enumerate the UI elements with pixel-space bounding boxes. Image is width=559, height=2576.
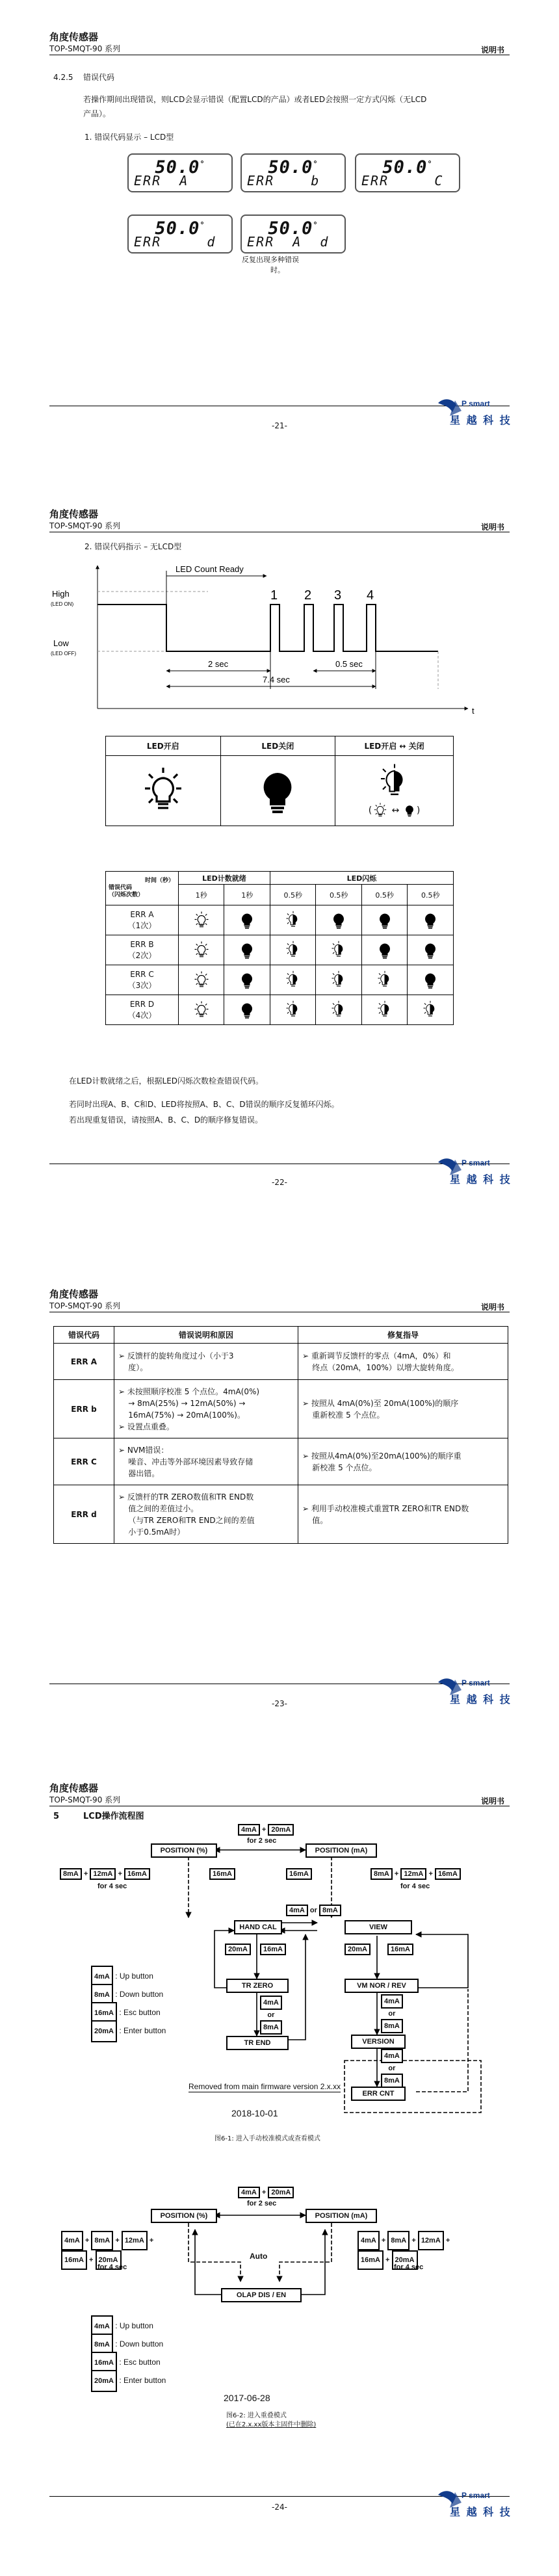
cause-line: 器出错。 — [128, 1468, 160, 1478]
led-state-legend: LED开启 LED关闭 LED开启 ↔ 关闭 ( ↔ ) — [105, 736, 454, 826]
tr-end-state[interactable]: TR END — [226, 2036, 289, 2050]
bulb-off-icon — [375, 911, 395, 930]
timing-diagram — [46, 559, 474, 722]
svg-text:2: 2 — [304, 588, 312, 603]
doc-type: 说明书 — [480, 1797, 504, 1806]
cause-line: → 8mA(25%) → 12mA(50%) → — [128, 1398, 246, 1408]
svg-text:(LED ON): (LED ON) — [51, 601, 74, 607]
bulb-on-icon — [192, 911, 211, 930]
svg-text:7.4 sec: 7.4 sec — [263, 675, 290, 684]
section-title: 错误代码 — [83, 73, 115, 82]
svg-text:0.5 sec: 0.5 sec — [335, 659, 363, 669]
intro-line-2: 产品）。 — [83, 109, 111, 118]
blink-col-header: 0.5秒 — [361, 885, 407, 905]
cause-line: 度）。 — [128, 1362, 148, 1372]
fig1-caption: 图6-1: 进入手动校准模式或查看模式 — [214, 2135, 320, 2142]
company-logo: P smart 星 越 科 技 — [437, 2490, 514, 2529]
cause-line: 16mA(75%) → 20mA(100%)。 — [128, 1410, 245, 1420]
blink-table: 时间（秒） 错误代码 （闪烁次数） LED计数就绪 LED闪烁 1秒 1秒 0.5秒 0.5秒 0.5秒 0.5秒 ERR A （1次） ERR B （2次） ERR C （3次） ERR D （4次） — [105, 871, 454, 1025]
blink-row — [106, 935, 454, 965]
fix-line: 重新校准 5 个点位。 — [312, 1410, 385, 1420]
svg-text:1: 1 — [270, 588, 278, 603]
fix-line: 终点（20mA，100%）以增大旋转角度。 — [312, 1362, 459, 1372]
bulb-off-icon — [237, 941, 257, 960]
doc-subtitle: TOP-SMQT-90 系列 — [49, 44, 121, 53]
bulb-toggle-icon — [283, 911, 303, 930]
cause-line: 反馈杆的TR ZERO数值和TR END数 — [127, 1492, 254, 1502]
company-logo: P smart 星 越 科 技 — [437, 1677, 514, 1716]
bulb-off-icon — [237, 1000, 257, 1020]
corner-cell: 时间（秒） 错误代码 （闪烁次数） — [106, 872, 179, 905]
position-pct-state-b[interactable]: POSITION (%) — [151, 2209, 217, 2223]
cause-line: 噪音、冲击等外部环境因素导致存储 — [128, 1457, 254, 1466]
cause-line: 值之间的差值过小。 — [128, 1503, 199, 1513]
blink-row — [106, 995, 454, 1025]
para-cycle: 若同时出现A、B、C和D、LED将按照A、B、C、D错误的顺序反复循环闪烁。 — [69, 1100, 339, 1109]
bulb-off-icon — [375, 941, 395, 960]
bulb-toggle-icon — [283, 941, 303, 960]
bulb-off-icon — [421, 970, 440, 990]
position-ma-state-b[interactable]: POSITION (mA) — [306, 2209, 377, 2223]
error-code: ERR C — [54, 1438, 114, 1485]
intro-line-1: 若操作期间出现错误，则LCD会显示错误（配置LCD的产品）或者LED会按照一定方式闪烁（无LCD — [83, 95, 427, 104]
list-item-no-lcd: 2. 错误代码指示 – 无LCD型 — [84, 542, 182, 551]
bulb-off-icon — [237, 970, 257, 990]
high-label: High — [52, 589, 70, 599]
list-item-lcd: 1. 错误代码显示 – LCD型 — [84, 133, 174, 142]
hand-cal-state[interactable]: HAND CAL — [234, 1920, 282, 1934]
doc-title: 角度传感器 — [49, 1288, 99, 1300]
page-number: -22- — [272, 1178, 287, 1187]
bulb-on-icon — [192, 941, 211, 960]
multi-error-note: 反复出现多种错误 时。 — [242, 255, 299, 274]
doc-subtitle: TOP-SMQT-90 系列 — [49, 1301, 121, 1310]
bulb-toggle-icon — [329, 970, 348, 990]
svg-text:4: 4 — [367, 588, 374, 603]
para-check: 在LED计数就绪之后，根据LED闪烁次数检查错误代码。 — [69, 1076, 264, 1086]
flowchart-6-2: 4mA + 20mA for 2 sec POSITION (%) POSITION (mA) 4mA + 8mA + 12mA + 16mA + 20mA for 4 sec 4mA + 8mA + 12mA + 16mA + 20mA for 4 sec Auto OLAP DIS / EN 4mA : Up button 8mA : Down button 16mA : Esc button 20mA : Enter button 2017-06-28 图6-2: 进入重叠模式 (已在2.x.xx版本主固件中删除) — [0, 2158, 559, 2457]
error-code: ERR A — [130, 909, 154, 919]
cause-line: 设置点重叠。 — [127, 1422, 174, 1431]
company-logo: P smart 星 越 科 技 — [437, 398, 514, 437]
blink-col-header: 0.5秒 — [270, 885, 315, 905]
bulb-off-icon — [237, 911, 257, 930]
cause-line: （与TR ZERO和TR END之间的差值 — [128, 1515, 255, 1525]
blink-count: （1次） — [127, 920, 157, 930]
page-24 — [0, 1781, 559, 2576]
error-row: ERR C ➢ NVM错误： 噪音、冲击等外部环境因素导致存储 器出错。 ➢ 按照从4mA(0%)至20mA(100%)的顺序重 新校准 5 个点位。 — [54, 1438, 508, 1485]
flowchart-6-1: 4mA + 20mA for 2 sec POSITION (%) POSITION (mA) 8mA + 12mA + 16mA for 4 sec 8mA + 12mA + 16mA for 4 sec 16mA 16mA 4mA or 8mA HAND CAL VIEW 20mA 16mA 20mA 16mA TR ZERO VM NOR / REV 4mA or 8mA 4mA or 8mA TR END VERSION 4mA or 8mA ERR CNT 4mA : Up button 8mA : Down button 16mA : Esc button 20mA : Enter button Removed from main firmware version 2.x.xx 2018-10-01 图6-1: 进入手动校准模式或查看模式 — [0, 1781, 559, 2197]
para-repeat: 若出现重复错误，请按照A、B、C、D的顺序修复错误。 — [69, 1115, 263, 1125]
cause-line: 反馈杆的旋转角度过小（小于3 — [127, 1351, 234, 1360]
svg-text:(LED OFF): (LED OFF) — [51, 651, 77, 657]
svg-text:t: t — [472, 706, 474, 716]
page-number: -21- — [272, 421, 287, 430]
combo-right-b: 4mA + 8mA + 12mA + 16mA + 20mA — [358, 2231, 450, 2270]
cause-line: 小于0.5mA时） — [128, 1527, 185, 1537]
or-combo-a: 4mA or 8mA — [260, 1996, 282, 2035]
error-table: 错误代码 错误说明和原因 修复指导 ERR A ➢ 反馈杆的旋转角度过小（小于3 度）。 ➢ 重新调节反馈杆的零点（4mA，0%）和 终点（20mA，100%）以增大旋转角度。 ERR b ➢ 未按照顺序校准 5 个点位。4mA(0%) → 8mA(25%) → 12mA(50%) → 16mA(75%) → 20mA(100%)。 ➢ 设置点重叠。 ➢ 按照从 4mA(0%)至 20mA(100%)的顺序 重新校准 5 个点位。 ERR C ➢ NVM错误： 噪音、冲击等外部环境因素导致存储 器出错。 ➢ 按照从4mA(0%)至20mA(100%)的顺序重 新校准 5 个点位。 ERR d ➢ 反馈杆的TR ZERO数值和TR END数 值之间的差值过小。 （与TR ZERO和TR END之间的差值 小于0.5mA时） ➢ 利用手动校准模式重置TR ZERO和TR END数 值。 — [53, 1326, 508, 1544]
lcd-err-c: 50.0° ERR C — [355, 153, 460, 192]
fig2-caption: 图6-2: 进入重叠模式 (已在2.x.xx版本主固件中删除) — [226, 2412, 317, 2428]
combo-right: 8mA + 12mA + 16mA — [370, 1868, 461, 1880]
bulb-off-icon — [252, 765, 304, 817]
error-code: ERR A — [54, 1344, 114, 1380]
bulb-on-icon — [192, 1000, 211, 1020]
bulb-off-icon — [421, 911, 440, 930]
doc-subtitle: TOP-SMQT-90 系列 — [49, 521, 121, 530]
tr-zero-state[interactable]: TR ZERO — [226, 1979, 289, 1993]
section-number: 5 — [53, 1812, 60, 1821]
blink-row — [106, 905, 454, 935]
error-code: ERR d — [54, 1485, 114, 1544]
or-combo-b: 4mA or 8mA — [381, 1994, 403, 2033]
page-number: -23- — [272, 1699, 287, 1708]
blink-col-header: 1秒 — [224, 885, 270, 905]
bulb-toggle-icon — [421, 1000, 440, 1020]
bulb-on-icon — [192, 970, 211, 990]
blink-col-header: 1秒 — [179, 885, 224, 905]
olap-state[interactable]: OLAP DIS / EN — [221, 2288, 302, 2302]
bulb-toggle-icon — [375, 970, 395, 990]
bulb-toggle-icon — [329, 1000, 348, 1020]
doc-title: 角度传感器 — [49, 31, 99, 43]
bulb-off-icon — [402, 803, 417, 818]
blink-col-header: 0.5秒 — [316, 885, 361, 905]
button-legend-1: 4mA : Up button 8mA : Down button 16mA : Esc button 20mA : Enter button — [91, 1966, 166, 2038]
page-22 — [0, 507, 559, 1287]
button-legend-2: 4mA : Up button 8mA : Down button 16mA : Esc button 20mA : Enter button — [91, 2315, 166, 2388]
auto-label: Auto — [250, 2252, 268, 2261]
page-21 — [0, 0, 559, 507]
bulb-off-icon — [421, 941, 440, 960]
cause-line: 未按照顺序校准 5 个点位。4mA(0%) — [127, 1386, 260, 1396]
lcd-err-ad: 50.0° ERR A d — [240, 215, 346, 254]
bulb-on-icon — [372, 802, 389, 819]
bulb-toggle-icon — [329, 941, 348, 960]
doc-title: 角度传感器 — [49, 508, 99, 520]
bulb-toggle-icon — [283, 1000, 303, 1020]
page-23 — [0, 1287, 559, 1742]
position-pct-state[interactable]: POSITION (%) — [151, 1843, 217, 1858]
error-code: ERR b — [54, 1380, 114, 1438]
svg-text:3: 3 — [334, 588, 342, 603]
bulb-toggle-icon — [375, 763, 414, 802]
position-ma-state[interactable]: POSITION (mA) — [306, 1843, 377, 1858]
fig1-date: 2018-10-01 — [231, 2108, 278, 2118]
fix-line: 利用手动校准模式重置TR ZERO和TR END数 — [311, 1503, 469, 1513]
page-number: -24- — [272, 2503, 287, 2512]
blink-row — [106, 965, 454, 995]
err-cnt-state[interactable]: ERR CNT — [351, 2087, 406, 2101]
combo-4-20-b: 4mA + 20mA — [238, 2187, 294, 2198]
bulb-off-icon — [329, 911, 348, 930]
blink-col-header: 0.5秒 — [408, 885, 454, 905]
doc-type: 说明书 — [480, 46, 504, 55]
doc-type: 说明书 — [480, 523, 504, 532]
lcd-err-d: 50.0° ERR d — [127, 215, 233, 254]
removed-note: Removed from main firmware version 2.x.xx — [188, 2082, 341, 2091]
error-code: ERR C — [130, 969, 154, 979]
low-label: Low — [53, 638, 69, 648]
fix-line: 新校准 5 个点位。 — [312, 1463, 377, 1472]
error-row: ERR b ➢ 未按照顺序校准 5 个点位。4mA(0%) → 8mA(25%) → 12mA(50%) → 16mA(75%) → 20mA(100%)。 ➢ 设置点重叠。 ➢ 按照从 4mA(0%)至 20mA(100%)的顺序 重新校准 5 个点位。 — [54, 1380, 508, 1438]
fix-line: 重新调节反馈杆的零点（4mA，0%）和 — [311, 1351, 451, 1360]
error-code: ERR B — [130, 939, 154, 949]
fix-line: 值。 — [312, 1515, 328, 1525]
doc-subtitle: TOP-SMQT-90 系列 — [49, 1795, 121, 1804]
view-state[interactable]: VIEW — [344, 1920, 412, 1934]
blink-count: （4次） — [127, 1010, 157, 1020]
combo-4-20: 4mA + 20mA — [238, 1824, 294, 1836]
vm-nor-rev-state[interactable]: VM NOR / REV — [344, 1979, 419, 1993]
lcd-err-b: 50.0° ERR b — [240, 153, 346, 192]
fix-line: 按照从4mA(0%)至20mA(100%)的顺序重 — [311, 1451, 462, 1461]
blink-count: （3次） — [127, 980, 157, 990]
or-combo-c: 4mA or 8mA — [381, 2049, 403, 2088]
bulb-toggle-icon — [283, 970, 303, 990]
error-row: ERR A ➢ 反馈杆的旋转角度过小（小于3 度）。 ➢ 重新调节反馈杆的零点（4mA，0%）和 终点（20mA，100%）以增大旋转角度。 — [54, 1344, 508, 1380]
fix-line: 按照从 4mA(0%)至 20mA(100%)的顺序 — [311, 1398, 459, 1408]
combo-or: 4mA or 8mA — [286, 1905, 341, 1916]
cause-line: NVM错误： — [127, 1445, 169, 1455]
section-number: 4.2.5 — [53, 73, 73, 82]
svg-text:2 sec: 2 sec — [208, 659, 229, 669]
section-title: LCD操作流程图 — [83, 1812, 144, 1821]
version-state[interactable]: VERSION — [351, 2035, 406, 2049]
doc-title: 角度传感器 — [49, 1782, 99, 1794]
bulb-on-icon — [137, 765, 189, 817]
error-code: ERR D — [129, 999, 155, 1009]
led-count-ready-label: LED Count Ready — [176, 564, 244, 574]
combo-left-b: 4mA + 8mA + 12mA + 16mA + 20mA — [61, 2231, 153, 2270]
blink-count: （2次） — [127, 950, 157, 960]
bulb-toggle-icon — [375, 1000, 395, 1020]
doc-type: 说明书 — [480, 1303, 504, 1312]
lcd-err-a: 50.0° ERR A — [127, 153, 233, 192]
company-logo: P smart 星 越 科 技 — [437, 1157, 514, 1196]
combo-left: 8mA + 12mA + 16mA — [60, 1868, 150, 1880]
fig2-date: 2017-06-28 — [224, 2393, 270, 2403]
error-row: ERR d ➢ 反馈杆的TR ZERO数值和TR END数 值之间的差值过小。 （与TR ZERO和TR END之间的差值 小于0.5mA时） ➢ 利用手动校准模式重置TR ZERO和TR END数 值。 — [54, 1485, 508, 1544]
